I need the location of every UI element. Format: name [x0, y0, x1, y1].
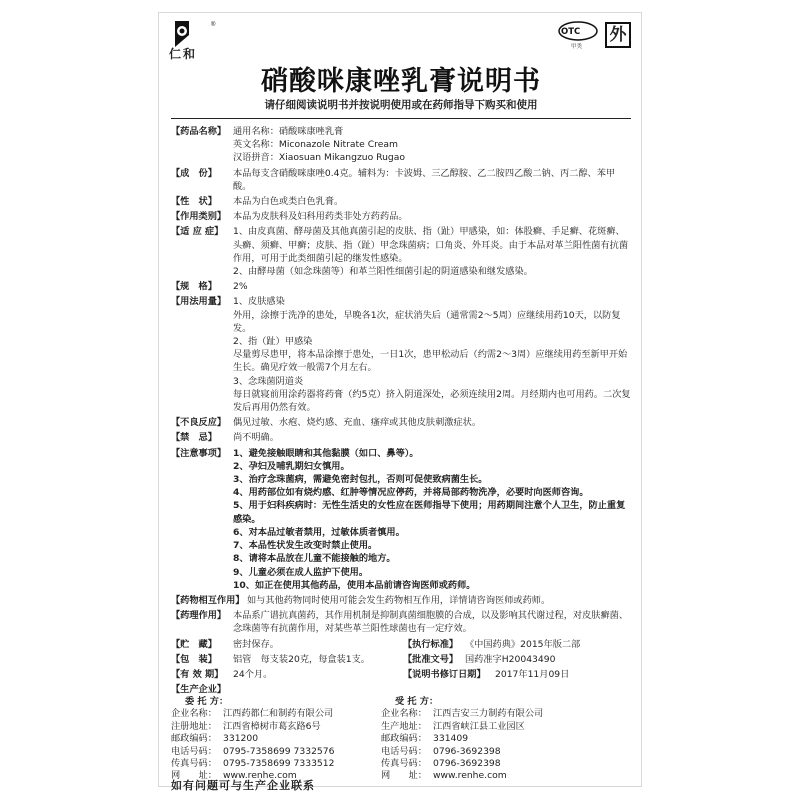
party-title: 受 托 方： — [395, 696, 439, 707]
field-value: 331200 — [223, 733, 259, 745]
field-value: 0796-3692398 — [433, 758, 501, 770]
section-label: 【药理作用】 — [171, 610, 227, 622]
field-label: 网 址： — [171, 770, 217, 782]
field-value: 0795-7358699 7332576 — [223, 745, 335, 757]
section-label: 【规 格】 — [171, 281, 217, 293]
leaflet-body — [171, 125, 633, 696]
footer-note: 如有问题可与生产企业联系 — [171, 779, 315, 792]
section-drug-name — [171, 125, 633, 165]
section-label: 【成 份】 — [171, 167, 217, 179]
section-label: 【有 效 期】 — [171, 668, 224, 680]
section-appearance — [171, 195, 633, 208]
field-value: 江西药都仁和制药有限公司 — [223, 708, 334, 720]
english-name: 英文名称：Miconazole Nitrate Cream — [233, 139, 398, 151]
section-label: 【执行标准】 — [403, 638, 459, 650]
section-composition — [171, 167, 633, 193]
entrusted-party — [381, 696, 611, 783]
usage-text: 每日就寝前用涂药器将药膏（约5克）挤入阴道深处，必须连续用2周。月经期内也可用药。二次复发后再用仍然有效。 — [233, 388, 631, 414]
field-label: 企业名称： — [171, 708, 217, 720]
section-text: 本品为白色或类白色乳膏。 — [233, 196, 344, 208]
usage-text: 尽量剪尽患甲，将本品涂擦于患处，一日1次，患甲松动后（约需2～3周）应继续用药至新甲开始生长。确见疗效一般需7个月左右。 — [233, 349, 628, 374]
storage-standard-row — [171, 638, 633, 651]
field-label: 生产地址： — [381, 720, 427, 732]
instruction-leaflet — [158, 12, 642, 792]
section-label: 【批准文号】 — [403, 653, 459, 665]
section-text: 铝管 每支装20克，每盒装1支。 — [233, 653, 370, 665]
precaution-item: 9、儿童必须在成人监护下使用。 — [233, 566, 369, 578]
field-value: 331409 — [433, 733, 469, 745]
otc-class: 甲类 — [571, 44, 583, 50]
section-usage — [171, 295, 633, 414]
precaution-item: 5、用于妇科疾病时：无性生活史的女性应在医师指导下使用；用药期间注意个人卫生，防止重复感染。 — [233, 500, 626, 525]
usage-text: 外用，涂擦于洗净的患处，早晚各1次，症状消失后（通常需2～5周）应继续用药10天，以防复发。 — [233, 309, 621, 334]
section-label: 【生产企业】 — [171, 684, 227, 696]
section-label: 【禁 忌】 — [171, 432, 217, 444]
section-text: 尚不明确。 — [233, 432, 279, 444]
section-spec — [171, 280, 633, 293]
external-use-badge: 外 — [605, 22, 631, 48]
precaution-item: 4、用药部位如有烧灼感、红肿等情况应停药，并将局部药物洗净，必要时向医师咨询。 — [233, 487, 589, 499]
section-label: 【用法用量】 — [171, 296, 227, 308]
section-label: 【包 装】 — [171, 653, 217, 665]
generic-name: 通用名称：硝酸咪康唑乳膏 — [233, 126, 344, 137]
field-label: 企业名称： — [381, 708, 427, 720]
section-text: 2017年11月09日 — [495, 668, 570, 680]
section-text: 本品每支含硝酸咪康唑0.4克。辅料为：卡波姆、三乙醇胺、乙二胺四乙酸二钠、丙二醇、苯甲酸。 — [233, 167, 616, 192]
field-value: 江西省樟树市葛玄路6号 — [223, 720, 321, 732]
field-value: www.renhe.com — [433, 770, 507, 782]
section-pharmacology — [171, 609, 633, 635]
section-text: 《中国药典》2015年版二部 — [465, 638, 581, 650]
section-label: 【说明书修订日期】 — [403, 668, 486, 680]
section-text: 本品系广谱抗真菌药，其作用机制是抑制真菌细胞膜的合成，以及影响其代谢过程，对皮肤癣菌、念珠菌等有抗菌作用，对某些革兰阳性球菌也有一定疗效。 — [233, 610, 629, 635]
precaution-item: 3、治疗念珠菌病，需避免密封包扎，否则可促使致病菌生长。 — [233, 474, 488, 486]
section-text: 本品为皮肤科及妇科用药类非处方药药品。 — [233, 211, 408, 223]
validity-revision-row — [171, 668, 633, 681]
svg-text:®: ® — [211, 22, 216, 28]
field-value: 江西吉安三力制药有限公司 — [433, 708, 544, 720]
pinyin-name: 汉语拼音：Xiaosuan Mikangzuo Rugao — [233, 152, 406, 164]
section-text: 密封保存。 — [233, 638, 279, 650]
section-label: 【贮 藏】 — [171, 638, 217, 650]
section-text: 24个月。 — [233, 668, 273, 680]
field-label: 邮政编码： — [381, 733, 427, 745]
section-label: 【不良反应】 — [171, 417, 227, 429]
page-subtitle: 请仔细阅读说明书并按说明使用或在药师指导下购买和使用 — [264, 99, 538, 111]
divider — [171, 118, 631, 119]
package-approval-row — [171, 653, 633, 666]
field-label: 传真号码： — [381, 758, 427, 770]
section-label: 【注意事项】 — [171, 447, 227, 459]
section-contraindications — [171, 431, 633, 444]
page-title: 硝酸咪康唑乳膏说明书 — [261, 66, 541, 97]
section-label: 【药品名称】 — [171, 126, 227, 137]
precaution-item: 10、如正在使用其他药品，使用本品前请咨询医师或药师。 — [233, 579, 476, 591]
field-label: 注册地址： — [171, 720, 217, 732]
section-indications — [171, 225, 633, 278]
section-manufacturer — [171, 683, 633, 696]
section-label: 【药物相互作用】 — [171, 594, 245, 606]
section-label: 【性 状】 — [171, 196, 217, 208]
section-text: 如与其他药物同时使用可能会发生药物相互作用，详情请咨询医师或药师。 — [247, 594, 551, 606]
section-adverse — [171, 416, 633, 429]
precaution-item: 1、避免接触眼睛和其他黏膜（如口、鼻等）。 — [233, 447, 419, 459]
precaution-item: 6、对本品过敏者禁用，过敏体质者慎用。 — [233, 526, 405, 538]
section-text: 偶见过敏、水疱、烧灼感、充血、瘙痒或其他皮肤刺激症状。 — [233, 417, 482, 429]
party-title: 委 托 方： — [185, 696, 229, 707]
section-interactions — [171, 594, 633, 607]
section-category — [171, 210, 633, 223]
usage-heading: 2、指（趾）甲感染 — [233, 336, 313, 348]
precaution-item: 7、本品性状发生改变时禁止使用。 — [233, 540, 378, 552]
indication-item: 1、由皮真菌、酵母菌及其他真菌引起的皮肤、指（趾）甲感染，如：体股癣、手足癣、花斑癣、头癣、须癣、甲癣；皮肤、指（趾）甲念珠菌病；口角炎、外耳炎。由于本品对革兰阳性菌有抗菌作用，可用于此类细菌引起的继发性感染。 — [233, 226, 629, 264]
usage-heading: 3、念珠菌阴道炎 — [233, 375, 304, 387]
field-label: 电话号码： — [171, 745, 217, 757]
field-label: 电话号码： — [381, 745, 427, 757]
indication-item: 2、由酵母菌（如念珠菌等）和革兰阳性细菌引起的阴道感染和继发感染。 — [233, 266, 533, 278]
usage-heading: 1、皮肤感染 — [233, 296, 285, 308]
section-label: 【适 应 症】 — [171, 226, 224, 238]
section-text: 2% — [233, 281, 248, 293]
leaflet-header — [159, 13, 641, 59]
section-text: 国药准字H20043490 — [465, 653, 556, 665]
field-value: 0795-7358699 7333512 — [223, 758, 335, 770]
precaution-item: 2、孕妇及哺乳期妇女慎用。 — [233, 460, 350, 472]
field-label: 邮政编码： — [171, 733, 217, 745]
field-label: 传真号码： — [171, 758, 217, 770]
field-value: 江西省峡江县工业园区 — [433, 720, 525, 732]
field-value: www.renhe.com — [223, 770, 297, 782]
logo-text: 仁和 — [169, 47, 198, 61]
entrusting-party — [171, 696, 401, 783]
field-value: 0796-3692398 — [433, 745, 501, 757]
otc-label: OTC — [561, 27, 581, 37]
precaution-item: 8、请将本品放在儿童不能接触的地方。 — [233, 553, 396, 565]
section-label: 【作用类别】 — [171, 211, 227, 223]
field-label: 网 址： — [381, 770, 427, 782]
section-precautions — [171, 447, 633, 592]
